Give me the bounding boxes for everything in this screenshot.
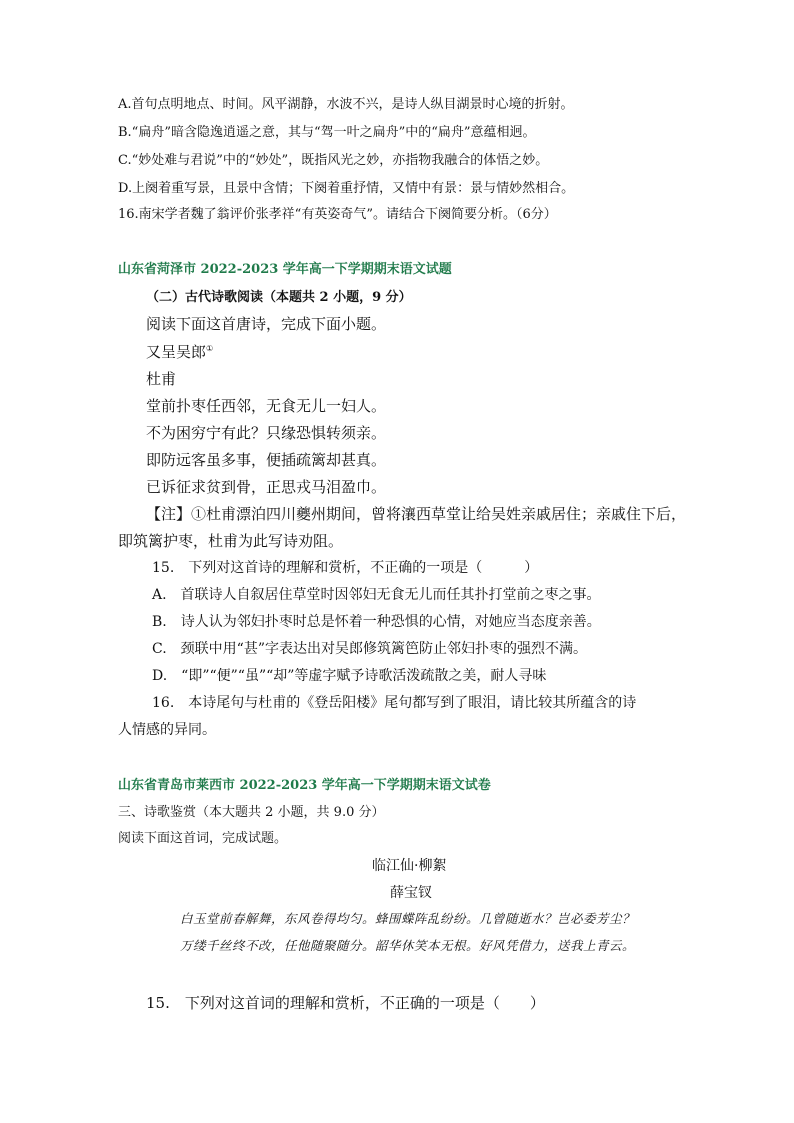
poem-line: 白玉堂前春解舞，东风卷得均匀。蜂围蝶阵乱纷纷。几曾随逝水？岂必委芳尘？ [180, 911, 636, 926]
poem-line: 万缕千丝终不改，任他随聚随分。韶华休笑本无根。好风凭借力，送我上青云。 [180, 938, 636, 953]
poem-author: 杜甫 [146, 370, 177, 388]
poem-line: 即防远客虽多事，便插疏篱却甚真。 [146, 451, 387, 469]
question-15: 15. 下列对这首词的理解和赏析，不正确的一项是（ ） [146, 994, 545, 1012]
note-line: 【注】①杜甫漂泊四川夔州期间，曾将瀼西草堂让给吴姓亲戚居住；亲戚住下后， [146, 505, 687, 523]
section-subheading: 三、诗歌鉴赏（本大题共 2 小题，共 9.0 分） [118, 805, 385, 820]
option-c: C. 颈联中用“甚”字表达出对吴郎修筑篱笆防止邻妇扑枣的强烈不满。 [152, 641, 587, 657]
section-heading: 山东省菏泽市 2022-2023 学年高一下学期期末语文试题 [118, 262, 452, 277]
question-16: 16. 本诗尾句与杜甫的《登岳阳楼》尾句都写到了眼泪，请比较其所蕴含的诗 [152, 695, 637, 711]
question-16: 16.南宋学者魏了翁评价张孝祥“有英姿奇气”。请结合下阕简要分析。（6分） [118, 207, 557, 222]
instruction: 阅读下面这首词，完成试题。 [118, 831, 288, 846]
section-heading: 山东省青岛市莱西市 2022-2023 学年高一下学期期末语文试卷 [118, 778, 491, 793]
option-b: B.“扁舟”暗含隐逸逍遥之意，其与“驾一叶之扁舟”中的“扁舟”意蕴相迥。 [118, 125, 536, 140]
option-d: D.上阕着重写景，且景中含情；下阕着重抒情，又情中有景：景与情妙然相合。 [118, 181, 575, 196]
question-15: 15. 下列对这首诗的理解和赏析，不正确的一项是（ ） [152, 560, 539, 576]
poem-author: 薛宝钗 [390, 885, 432, 901]
option-a: A. 首联诗人自叙居住草堂时因邻妇无食无儿而任其扑打堂前之枣之事。 [152, 587, 601, 603]
poem-line: 堂前扑枣任西邻，无食无儿一妇人。 [146, 397, 387, 415]
section-subheading: （二）古代诗歌阅读（本题共 2 小题，9 分） [146, 290, 412, 305]
poem-line: 已诉征求贫到骨，正思戎马泪盈巾。 [146, 478, 387, 496]
option-a: A.首句点明地点、时间。风平湖静，水波不兴，是诗人纵目湖景时心境的折射。 [118, 97, 574, 112]
option-d: D. “即”“便”“虽”“却”等虚字赋予诗歌活泼疏散之美，耐人寻味 [152, 668, 547, 684]
footnote-marker: ① [206, 344, 214, 353]
poem-title [146, 345, 213, 360]
option-b: B. 诗人认为邻妇扑枣时总是怀着一种恐惧的心情，对她应当态度亲善。 [152, 614, 601, 630]
option-c: C.“妙处难与君说”中的“妙处”，既指风光之妙，亦指物我融合的体悟之妙。 [118, 153, 549, 168]
poem-title: 临江仙·柳絮 [372, 858, 447, 874]
question-16-cont: 人情感的异同。 [118, 722, 216, 738]
note-line: 即筑篱护枣，杜甫为此写诗劝阻。 [118, 532, 344, 550]
poem-title-text: 又呈吴郎 [146, 343, 207, 361]
instruction: 阅读下面这首唐诗，完成下面小题。 [146, 315, 387, 333]
poem-line: 不为困穷宁有此？只缘恐惧转须亲。 [146, 424, 387, 442]
